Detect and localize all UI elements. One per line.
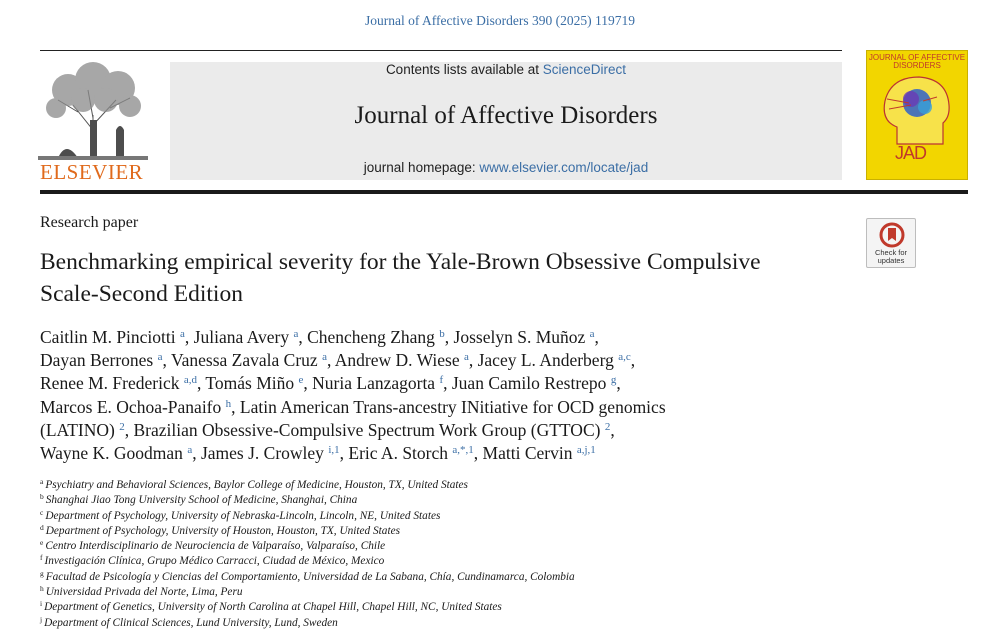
affiliation-text: Investigación Clínica, Grupo Médico Carracci, Ciudad de México, Mexico — [44, 555, 385, 568]
affiliation-item — [40, 524, 940, 539]
author-affiliation-marker[interactable]: h — [225, 397, 232, 410]
author-separator: , — [231, 396, 240, 417]
author-separator: , — [326, 350, 335, 371]
author-affiliation-marker[interactable]: a — [157, 351, 163, 364]
author-name[interactable]: Chencheng Zhang — [307, 327, 435, 347]
affiliation-text: Psychiatry and Behavioral Sciences, Baylor College of Medicine, Houston, TX, United States — [45, 479, 468, 491]
affiliation-key: i — [40, 599, 43, 609]
author-line — [40, 419, 840, 442]
homepage-prefix: journal homepage: — [363, 160, 480, 175]
author-separator: , — [610, 419, 615, 440]
affiliation-key: e — [40, 538, 44, 548]
affiliation-item — [40, 493, 940, 508]
affiliation-text: Department of Psychology, University of Houston, Houston, TX, United States — [45, 524, 400, 537]
journal-header-box — [170, 62, 842, 180]
author-separator: , — [630, 350, 636, 371]
affiliation-item — [40, 554, 940, 569]
bookmark-icon — [879, 222, 905, 248]
cover-jad: JAD — [895, 143, 927, 163]
author-name[interactable]: Eric A. Storch — [348, 443, 449, 464]
author-line — [40, 372, 840, 395]
homepage-line — [170, 160, 842, 176]
author-list — [40, 326, 840, 465]
author-separator: , — [468, 350, 478, 371]
author-name[interactable]: Marcos E. Ochoa-Panaifo — [40, 396, 222, 417]
author-line — [40, 326, 840, 349]
author-affiliation-marker[interactable]: i,1 — [328, 444, 340, 457]
author-affiliation-marker[interactable]: a — [589, 328, 595, 340]
author-separator: , — [184, 327, 194, 347]
affiliation-text: Facultad de Psicología y Ciencias del Comportamiento, Universidad de La Sabana, Chía, Cundinamarca, Colombia — [45, 570, 575, 583]
author-name[interactable]: Renee M. Frederick — [40, 373, 180, 394]
affiliation-key: d — [40, 522, 44, 532]
author-affiliation-marker[interactable]: a,c — [618, 351, 631, 364]
affiliation-item — [40, 616, 940, 631]
affiliation-text: Department of Psychology, University of Nebraska-Lincoln, Lincoln, NE, United States — [45, 509, 441, 522]
affiliation-key: a — [40, 477, 44, 486]
author-affiliation-marker[interactable]: a — [322, 351, 327, 364]
affiliation-key: b — [40, 492, 44, 502]
author-separator: , — [443, 373, 452, 394]
contents-prefix: Contents lists available at — [385, 62, 543, 77]
author-affiliation-marker[interactable]: a,j,1 — [576, 444, 596, 457]
tree-icon — [38, 60, 148, 160]
author-separator: , — [473, 443, 483, 464]
journal-cover-thumbnail[interactable] — [866, 50, 968, 180]
author-name[interactable]: Vanessa Zavala Cruz — [170, 350, 318, 371]
author-name[interactable]: Tomás Miño — [205, 373, 295, 394]
affiliation-text: Shanghai Jiao Tong University School of Medicine, Shanghai, China — [45, 494, 358, 507]
author-name[interactable]: Latin American Trans-ancestry INitiative for OCD genomics — [239, 396, 666, 417]
affiliation-key: j — [40, 614, 43, 624]
author-name[interactable]: Wayne K. Goodman — [40, 443, 183, 464]
author-affiliation-marker[interactable]: a,*,1 — [452, 444, 474, 457]
author-separator: , — [303, 373, 313, 394]
head-profile-icon — [867, 69, 967, 149]
check-updates-label: Check for updates — [874, 248, 908, 265]
sciencedirect-link[interactable]: ScienceDirect — [542, 62, 627, 77]
author-affiliation-marker[interactable]: a — [293, 328, 299, 340]
author-name[interactable]: Josselyn S. Muñoz — [453, 327, 586, 347]
author-separator: , — [192, 443, 201, 464]
affiliation-key: c — [40, 507, 44, 517]
author-affiliation-marker[interactable]: 2 — [604, 420, 611, 433]
author-affiliation-marker[interactable]: f — [439, 374, 444, 387]
affiliation-item — [40, 570, 940, 585]
author-separator: , — [196, 373, 206, 394]
paper-title-line1: Benchmarking empirical severity for the Yale-Brown Obsessive Compulsive — [40, 249, 761, 275]
paper-title — [40, 246, 850, 310]
affiliation-item — [40, 600, 940, 615]
author-name[interactable]: Andrew D. Wiese — [334, 350, 460, 371]
author-affiliation-marker[interactable]: a — [187, 444, 193, 457]
author-affiliation-marker[interactable]: 2 — [119, 420, 125, 433]
author-line — [40, 396, 840, 419]
author-affiliation-marker[interactable]: e — [298, 374, 304, 387]
article-type: Research paper — [40, 214, 139, 231]
author-line — [40, 349, 840, 372]
author-separator: , — [444, 327, 454, 347]
homepage-link[interactable]: www.elsevier.com/locate/jad — [479, 160, 649, 175]
author-separator: , — [339, 443, 349, 464]
author-affiliation-marker[interactable]: a,d — [183, 374, 197, 387]
affiliation-list — [40, 478, 940, 631]
header-divider — [40, 50, 842, 51]
cover-title: JOURNAL OF AFFECTIVE DISORDERS — [868, 53, 966, 70]
affiliation-key: h — [40, 584, 44, 594]
affiliation-text: Centro Interdisciplinario de Neurociencia de Valparaíso, Valparaíso, Chile — [45, 540, 386, 553]
author-name[interactable]: Dayan Berrones — [40, 350, 154, 371]
journal-citation[interactable]: Journal of Affective Disorders 390 (2025) 119719 — [365, 13, 635, 28]
affiliation-item — [40, 539, 940, 554]
affiliation-text: Department of Clinical Sciences, Lund University, Lund, Sweden — [44, 616, 338, 629]
author-name[interactable]: Caitlin M. Pinciotti — [40, 327, 176, 347]
affiliation-key: g — [40, 568, 44, 578]
author-name[interactable]: Nuria Lanzagorta — [312, 373, 436, 394]
affiliation-item — [40, 478, 940, 493]
affiliation-item — [40, 509, 940, 524]
author-name[interactable]: Jacey L. Anderberg — [477, 350, 614, 371]
author-separator: , — [162, 350, 171, 371]
author-name[interactable]: James J. Crowley — [200, 443, 324, 464]
author-line — [40, 442, 840, 465]
author-separator: , — [616, 373, 621, 394]
author-name[interactable]: (LATINO) — [40, 419, 115, 440]
affiliation-item — [40, 585, 940, 600]
elsevier-wordmark: ELSEVIER — [40, 160, 144, 184]
paper-title-line2: Scale-Second Edition — [40, 281, 243, 307]
affiliation-text: Universidad Privada del Norte, Lima, Peru — [45, 586, 243, 599]
affiliation-text: Department of Genetics, University of North Carolina at Chapel Hill, Chapel Hill, NC, United States — [44, 601, 502, 614]
header-thick-rule — [40, 190, 968, 194]
author-affiliation-marker[interactable]: a — [463, 351, 469, 364]
affiliation-key: f — [40, 553, 43, 563]
journal-title: Journal of Affective Disorders — [354, 102, 658, 129]
author-separator: , — [594, 327, 599, 347]
check-for-updates-button[interactable] — [866, 218, 916, 268]
author-name[interactable]: Juliana Avery — [193, 327, 290, 347]
author-name[interactable]: Juan Camilo Restrepo — [451, 373, 607, 394]
author-name[interactable]: Brazilian Obsessive-Compulsive Spectrum Work Group (GTTOC) — [133, 419, 601, 440]
author-affiliation-marker[interactable]: g — [610, 374, 617, 387]
author-affiliation-marker[interactable]: b — [439, 328, 445, 340]
contents-line — [170, 62, 842, 78]
author-name[interactable]: Matti Cervin — [482, 443, 573, 464]
author-separator: , — [124, 419, 134, 440]
author-affiliation-marker[interactable]: a — [180, 328, 185, 340]
author-separator: , — [298, 327, 308, 347]
